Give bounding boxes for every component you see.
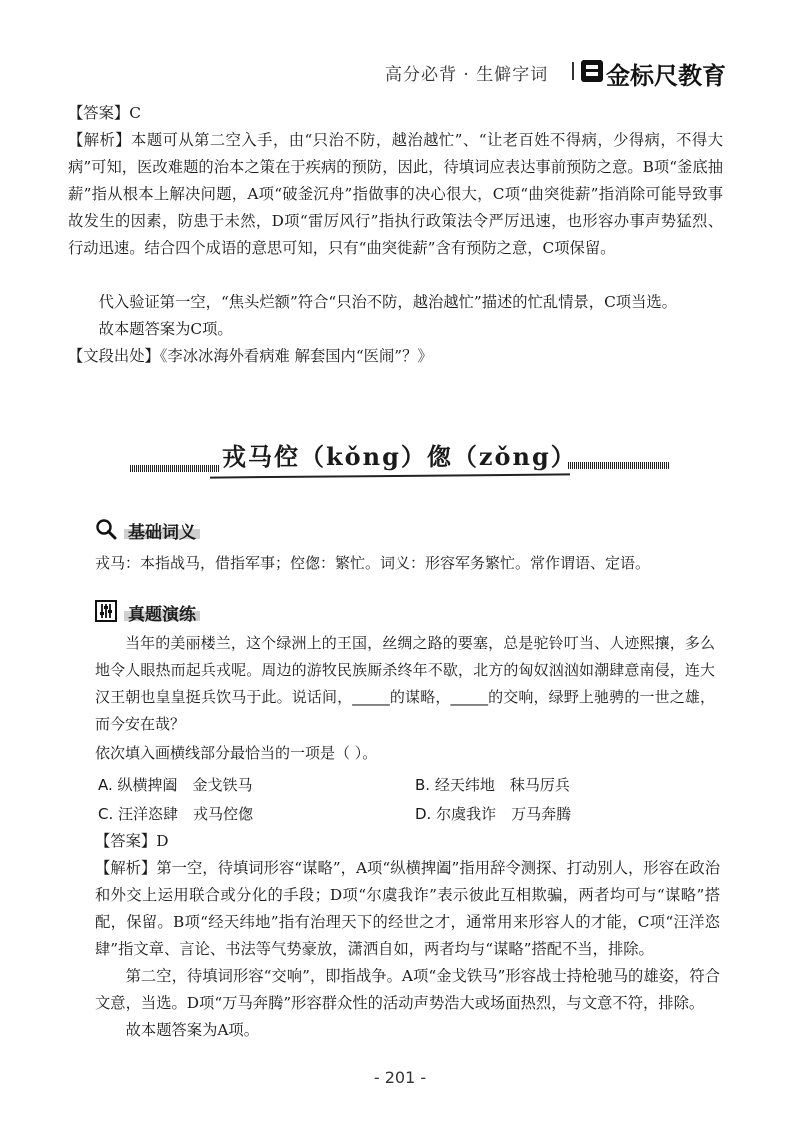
option-a: A. 纵横捭阖 金戈铁马 (98, 776, 253, 794)
conclusion-2: 故本题答案为A项。 (125, 1021, 260, 1039)
option-c: C. 汪洋恣肆 戎马倥偬 (98, 805, 254, 823)
header-title: 高分必背 · 生僻字词 (385, 65, 549, 85)
title-hatch-left (130, 465, 220, 472)
analysis-paragraph-2: 【解析】第一空，待填词形容“谋略”，A项“纵横捭阖”指用辞令测探、打动别人，形容在政治和外交上运用联合或分化的手段；D项“尔虞我诈”表示彼此互相欺骗，两者均可与“谋略”搭配，保留。B项“经天纬地”指有治理天下的经世之才，通常用来形容人的才能，C项“汪洋恣肆”指文章、言论、书法等气势豪放，潇洒自如，两者均与“谋略”搭配不当，排除。 (95, 859, 720, 958)
title-hatch-right (568, 462, 670, 469)
basic-meaning-text: 戎马：本指战马，借指军事；倥偬：繁忙。词义：形容军务繁忙。常作谓语、定语。 (95, 554, 651, 572)
logo-icon (581, 60, 603, 82)
analysis-paragraph-3: 第二空，待填词形容“交响”，即指战争。A项“金戈铁马”形容战士持枪驰马的雄姿，符合文意，当选。D项“万马奔腾”形容群众性的活动声势浩大或场面热烈，与文意不符，排除。 (95, 967, 720, 1012)
practice-question: 依次填入画横线部分最恰当的一项是（ ）。 (95, 744, 378, 762)
page-number: - 201 - (373, 1068, 427, 1087)
title-underline (210, 473, 570, 478)
answer-line-2: 【答案】D (95, 832, 169, 850)
practice-passage: 当年的美丽楼兰，这个绿洲上的王国，丝绸之路的要塞，总是驼铃叮当、人迹熙攘，多么地令人眼热而起兵戎呢。周边的游牧民族厮杀终年不歇，北方的匈奴汹汹如潮肆意南侵，连大汉王朝也皇皇挺兵饮马于此。说话间，_____的谋略，_____的交响，绿野上驰骋的一世之雄，而今安在哉？ (95, 634, 715, 733)
analysis-paragraph-1: 【解析】本题可从第二空入手，由“只治不防，越治越忙”、“让老百姓不得病，少得病，不得大病”可知，医改难题的治本之策在于疾病的预防，因此，待填词应表达事前预防之意。B项“釜底抽薪”指从根本上解决问题，A项“破釜沉舟”指做事的决心很大，C项“曲突徙薪”指消除可能导致事故发生的因素，防患于未然，D项“雷厉风行”指执行政策法令严厉迅速，也形容办事声势猛烈、行动迅速。结合四个成语的意思可知，只有“曲突徙薪”含有预防之意，C项保留。 (68, 131, 723, 257)
answer-line-1: 【答案】C (68, 104, 141, 122)
equalizer-icon (95, 600, 117, 622)
practice-heading: 真题演练 (124, 600, 200, 625)
idiom-title: 戎马倥（kǒng）偬（zǒng） (222, 442, 577, 471)
source-line: 【文段出处】《李冰冰海外看病难 解套国内“医闹”？》 (68, 347, 433, 365)
basic-meaning-heading: 基础词义 (124, 518, 200, 543)
search-icon (95, 518, 117, 540)
option-d: D. 尔虞我诈 万马奔腾 (415, 805, 572, 823)
header-divider (572, 62, 574, 80)
option-b: B. 经天纬地 秣马厉兵 (415, 776, 570, 794)
verify-paragraph: 代入验证第一空，“焦头烂额”符合“只治不防，越治越忙”描述的忙乱情景，C项当选。 (98, 293, 677, 311)
brand-logo: 金标尺教育 (606, 62, 726, 90)
conclusion-1: 故本题答案为C项。 (98, 320, 233, 338)
